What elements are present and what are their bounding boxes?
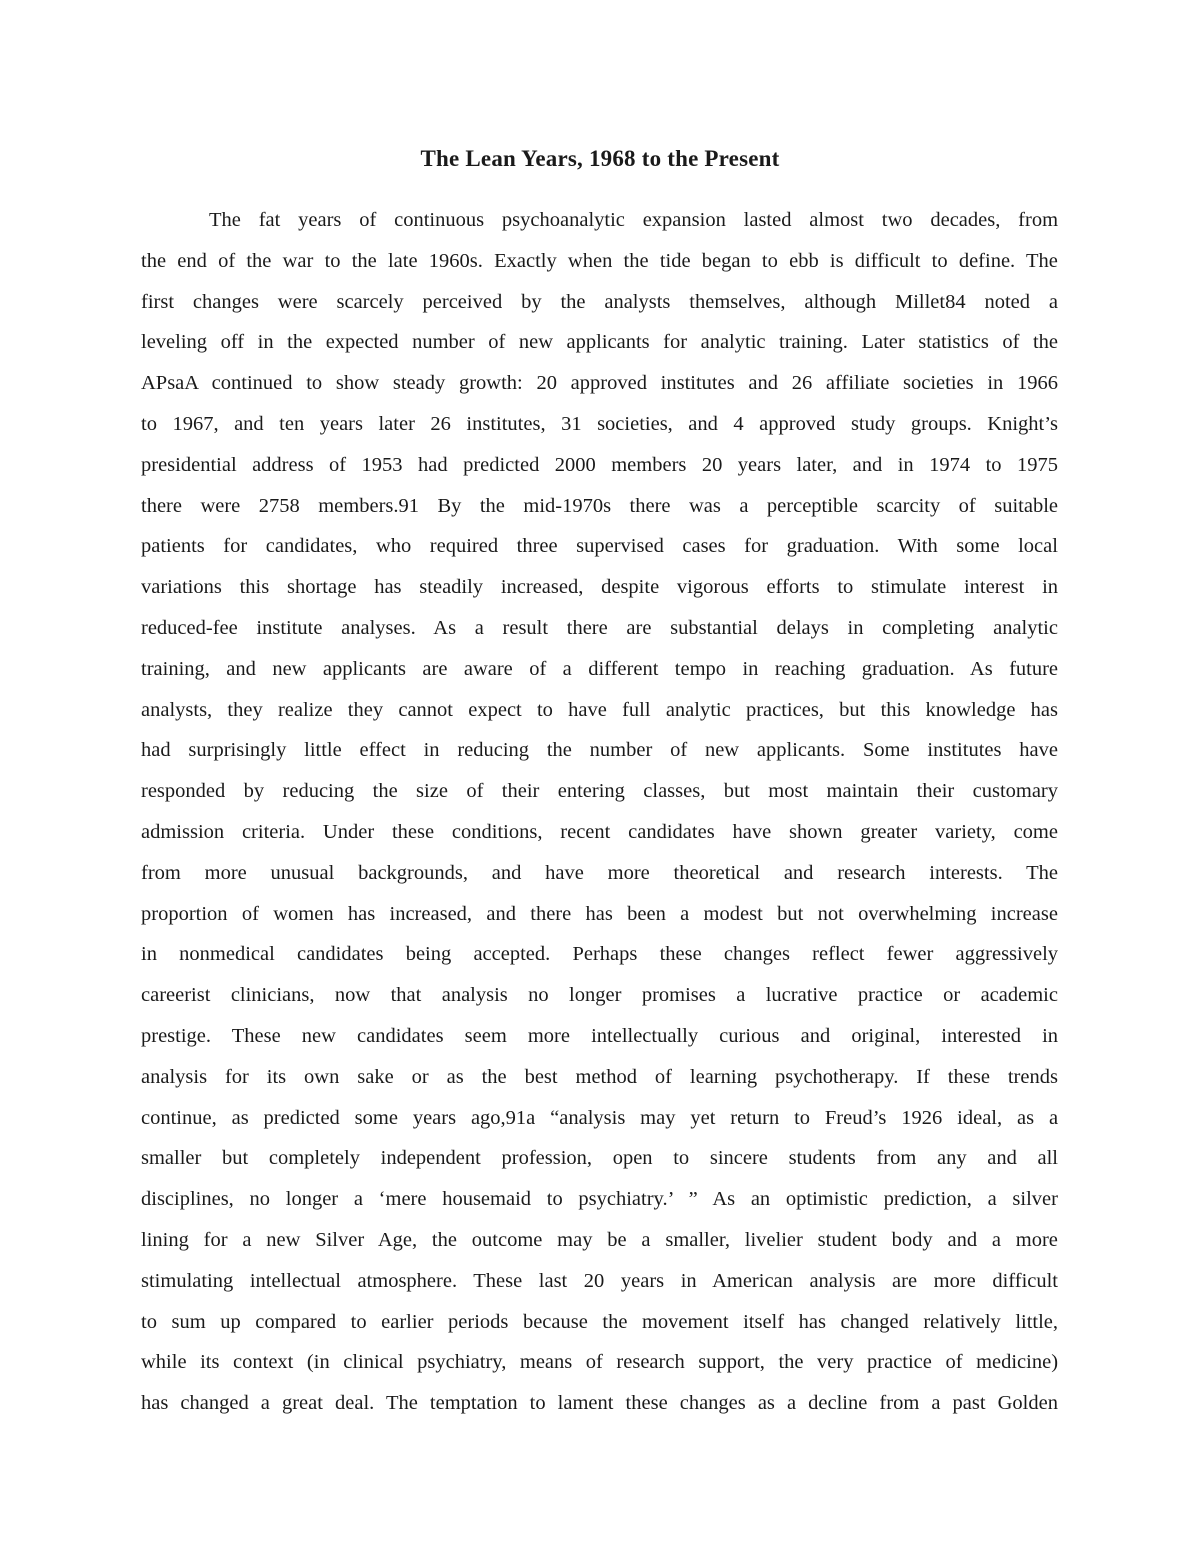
paragraph-line: continue, as predicted some years ago,91a “analysis may yet return to Freud’s 1926 ideal, as a bbox=[141, 1106, 1058, 1129]
paragraph-line: from more unusual backgrounds, and have more theoretical and research interests. The bbox=[141, 861, 1058, 884]
paragraph-line: analysis for its own sake or as the best method of learning psychotherapy. If these trends bbox=[141, 1065, 1058, 1088]
paragraph-line: stimulating intellectual atmosphere. These last 20 years in American analysis are more difficult bbox=[141, 1269, 1058, 1292]
paragraph-line: responded by reducing the size of their entering classes, but most maintain their customary bbox=[141, 780, 1058, 803]
paragraph-line: the end of the war to the late 1960s. Exactly when the tide began to ebb is difficult to define. The bbox=[141, 249, 1058, 272]
paragraph-line: APsaA continued to show steady growth: 20 approved institutes and 26 affiliate societies in 1966 bbox=[141, 372, 1058, 395]
paragraph-line: presidential address of 1953 had predicted 2000 members 20 years later, and in 1974 to 1975 bbox=[141, 453, 1058, 476]
paragraph-line: smaller but completely independent profession, open to sincere students from any and all bbox=[141, 1147, 1058, 1170]
paragraph-line: admission criteria. Under these conditions, recent candidates have shown greater variety, come bbox=[141, 820, 1058, 843]
paragraph-line: while its context (in clinical psychiatry, means of research support, the very practice of medicine) bbox=[141, 1351, 1058, 1374]
paragraph-line: to sum up compared to earlier periods because the movement itself has changed relatively little, bbox=[141, 1310, 1058, 1333]
paragraph-line: had surprisingly little effect in reducing the number of new applicants. Some institutes have bbox=[141, 739, 1058, 762]
paragraph-line: variations this shortage has steadily increased, despite vigorous efforts to stimulate interest in bbox=[141, 576, 1058, 599]
paragraph-line: The fat years of continuous psychoanalytic expansion lasted almost two decades, from bbox=[209, 209, 1058, 231]
paragraph-line: first changes were scarcely perceived by the analysts themselves, although Millet84 noted a bbox=[141, 290, 1058, 313]
paragraph-line: lining for a new Silver Age, the outcome may be a smaller, livelier student body and a more bbox=[141, 1228, 1058, 1251]
paragraph-line: prestige. These new candidates seem more intellectually curious and original, interested in bbox=[141, 1024, 1058, 1047]
paragraph-line: reduced-fee institute analyses. As a result there are substantial delays in completing analytic bbox=[141, 616, 1058, 639]
paragraph-line: has changed a great deal. The temptation to lament these changes as a decline from a past Golden bbox=[141, 1392, 1058, 1415]
paragraph-line: there were 2758 members.91 By the mid-1970s there was a perceptible scarcity of suitable bbox=[141, 494, 1058, 517]
paragraph-line: in nonmedical candidates being accepted. Perhaps these changes reflect fewer aggressively bbox=[141, 943, 1058, 966]
paragraph-line: leveling off in the expected number of new applicants for analytic training. Later statistics of the bbox=[141, 331, 1058, 354]
body-paragraph bbox=[141, 200, 1058, 1424]
paragraph-line: analysts, they realize they cannot expect to have full analytic practices, but this knowledge has bbox=[141, 698, 1058, 721]
paragraph-line: proportion of women has increased, and there has been a modest but not overwhelming increase bbox=[141, 902, 1058, 925]
paragraph-line: patients for candidates, who required three supervised cases for graduation. With some local bbox=[141, 535, 1058, 558]
page-title: The Lean Years, 1968 to the Present bbox=[420, 146, 780, 171]
paragraph-line: careerist clinicians, now that analysis no longer promises a lucrative practice or academic bbox=[141, 984, 1058, 1007]
paragraph-line: to 1967, and ten years later 26 institutes, 31 societies, and 4 approved study groups. Knight’s bbox=[141, 412, 1058, 435]
paragraph-line: training, and new applicants are aware of a different tempo in reaching graduation. As future bbox=[141, 657, 1058, 680]
paragraph-line: disciplines, no longer a ‘mere housemaid to psychiatry.’ ” As an optimistic prediction, a silver bbox=[141, 1188, 1058, 1211]
